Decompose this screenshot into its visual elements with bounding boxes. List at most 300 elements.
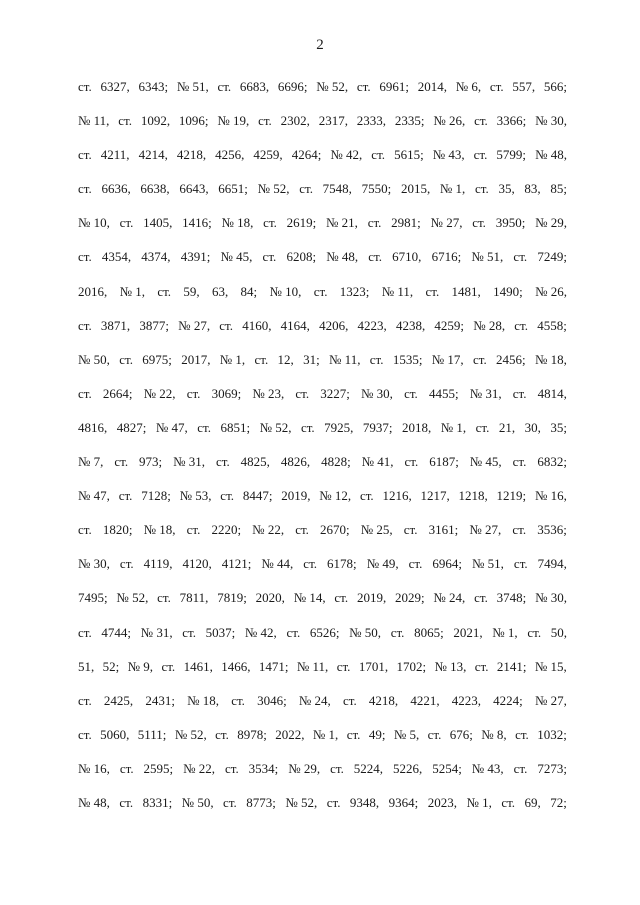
text-token: ст.	[119, 215, 134, 231]
text-line	[78, 620, 567, 654]
text-token: № 25,	[360, 522, 393, 538]
text-token: № 22,	[183, 760, 216, 776]
text-token: 4121;	[221, 556, 252, 572]
text-token: ст.	[475, 419, 490, 435]
text-token: № 9,	[127, 658, 154, 674]
text-token: 4816,	[78, 419, 108, 435]
text-line	[78, 176, 567, 210]
text-token: 6343;	[138, 79, 169, 94]
text-token: ст.	[78, 249, 92, 265]
text-token: ст.	[513, 556, 528, 572]
text-token: № 50,	[349, 624, 382, 640]
text-token: 4826,	[280, 454, 311, 470]
text-token: 7495;	[78, 590, 108, 606]
text-token: № 11,	[78, 113, 110, 129]
text-token: 2431;	[145, 692, 175, 708]
text-token: ст.	[404, 385, 418, 401]
text-token: 5615;	[394, 147, 424, 163]
text-token: ст.	[474, 590, 488, 606]
text-token: 5254;	[432, 760, 462, 776]
text-token: 35,	[498, 181, 515, 197]
text-token: № 21,	[326, 215, 358, 231]
text-token: 4827;	[116, 419, 147, 435]
text-token: 8065;	[414, 624, 444, 640]
text-line	[78, 381, 567, 415]
text-token: № 49,	[366, 556, 399, 572]
text-token: ст.	[367, 215, 382, 231]
text-token: № 52,	[174, 726, 207, 742]
text-line	[78, 108, 567, 142]
text-token: ст.	[390, 624, 405, 640]
text-token: 4558;	[537, 317, 567, 333]
text-token: № 52,	[316, 79, 349, 94]
text-token: 2018,	[402, 419, 432, 435]
text-token: ст.	[223, 794, 237, 810]
text-token: ст.	[286, 624, 301, 640]
text-token: 973;	[139, 454, 163, 470]
text-token: № 16,	[534, 488, 567, 504]
text-token: № 52,	[257, 181, 290, 197]
text-token: ст.	[78, 522, 92, 538]
text-token: 4223,	[357, 317, 387, 333]
text-token: № 27,	[178, 317, 211, 333]
text-token: 4119,	[143, 556, 173, 572]
text-token: № 51,	[472, 556, 504, 572]
text-token: ст.	[295, 522, 309, 538]
text-token: 6832;	[537, 454, 567, 470]
text-token: 8447;	[242, 488, 273, 504]
text-token: 1481,	[451, 283, 481, 299]
text-token: ст.	[334, 590, 349, 606]
text-token: № 13,	[434, 658, 467, 674]
text-token: № 17,	[431, 351, 464, 367]
text-token: ст.	[359, 488, 374, 504]
text-token: 4221,	[410, 692, 440, 708]
text-token: 5224,	[353, 760, 384, 776]
text-token: 1461,	[183, 658, 213, 674]
text-token: 6851;	[220, 419, 251, 435]
text-token: 1535;	[392, 351, 423, 367]
text-token: № 18,	[187, 692, 220, 708]
text-token: 1490;	[493, 283, 523, 299]
text-token: 1466,	[221, 658, 251, 674]
text-token: 6526;	[309, 624, 340, 640]
text-token: № 26,	[535, 283, 567, 299]
text-token: 3227;	[320, 385, 350, 401]
text-token: ст.	[346, 726, 361, 742]
text-line	[78, 654, 567, 688]
text-token: 6964;	[432, 556, 462, 572]
text-token: 6710,	[392, 249, 422, 265]
text-token: № 51,	[471, 249, 504, 265]
text-token: ст.	[403, 522, 418, 538]
text-token: 4218,	[368, 692, 399, 708]
text-token: ст.	[215, 454, 230, 470]
text-token: ст.	[501, 794, 516, 810]
text-token: № 5,	[393, 726, 420, 742]
text-token: ст.	[472, 351, 487, 367]
text-token: 1219;	[496, 488, 527, 504]
text-token: № 48,	[326, 249, 359, 265]
text-token: 49;	[368, 726, 386, 742]
text-token: № 27,	[469, 522, 502, 538]
text-token: 6187;	[429, 454, 459, 470]
page-number: 2	[316, 37, 324, 53]
text-token: № 52,	[116, 590, 149, 606]
text-token: 4391;	[180, 249, 211, 265]
text-token: № 48,	[535, 147, 567, 163]
text-token: 2019,	[356, 590, 387, 606]
text-line	[78, 244, 567, 278]
text-token: ст.	[330, 760, 344, 776]
text-token: 2023,	[427, 794, 457, 810]
text-token: 6975;	[142, 351, 172, 367]
text-line	[78, 313, 567, 347]
text-line	[78, 279, 567, 313]
text-token: ст.	[78, 624, 92, 640]
text-token: 6716;	[431, 249, 462, 265]
text-token: 59,	[183, 283, 200, 299]
text-token: 2141;	[496, 658, 527, 674]
text-token: 5037;	[205, 624, 236, 640]
text-token: ст.	[336, 658, 351, 674]
text-token: № 18,	[143, 522, 176, 538]
text-line	[78, 142, 567, 176]
text-token: ст.	[217, 79, 232, 94]
text-token: 5060,	[100, 726, 130, 742]
text-token: № 30,	[78, 556, 110, 572]
text-token: 1217,	[420, 488, 450, 504]
text-token: № 50,	[78, 351, 110, 367]
text-token: 2425,	[103, 692, 134, 708]
text-token: ст.	[78, 181, 92, 197]
text-token: 3877;	[139, 317, 169, 333]
text-token: 69,	[524, 794, 541, 810]
text-token: 50,	[550, 624, 567, 640]
text-token: № 11,	[381, 283, 414, 299]
text-token: 21,	[498, 419, 516, 435]
text-token: ст.	[157, 283, 172, 299]
text-token: 6636,	[101, 181, 131, 197]
text-token: 1096;	[178, 113, 209, 129]
text-token: ст.	[515, 726, 529, 742]
text-token: ст.	[119, 760, 134, 776]
text-token: 7273;	[537, 760, 567, 776]
text-token: 1701,	[358, 658, 389, 674]
text-token: 3536;	[537, 522, 567, 538]
text-token: ст.	[425, 283, 440, 299]
text-token: № 11,	[296, 658, 329, 674]
text-token: 1416;	[182, 215, 212, 231]
text-token: 2016,	[78, 283, 108, 299]
text-token: ст.	[368, 249, 383, 265]
text-token: 2019,	[281, 488, 311, 504]
text-token: ст.	[404, 454, 419, 470]
text-token: № 43,	[432, 147, 465, 163]
text-token: 6961;	[379, 79, 409, 94]
text-line	[78, 551, 567, 585]
text-token: № 30,	[535, 113, 567, 129]
text-token: ст.	[262, 249, 277, 265]
text-token: ст.	[186, 385, 201, 401]
text-token: 2333,	[356, 113, 387, 129]
text-token: № 1,	[492, 624, 518, 640]
text-token: ст.	[299, 181, 313, 197]
text-token: № 8,	[481, 726, 507, 742]
text-token: 2595;	[143, 760, 174, 776]
text-token: ст.	[78, 692, 92, 708]
text-token: № 29,	[535, 215, 567, 231]
text-token: 7548,	[322, 181, 352, 197]
text-token: № 31,	[469, 385, 502, 401]
text-token: 2021,	[453, 624, 483, 640]
text-token: № 18,	[534, 351, 567, 367]
text-token: ст.	[512, 385, 527, 401]
text-token: № 1,	[466, 794, 492, 810]
text-token: 2317,	[318, 113, 348, 129]
text-token: 7925,	[324, 419, 354, 435]
text-token: ст.	[326, 794, 341, 810]
text-token: ст.	[473, 147, 488, 163]
text-token: № 1,	[219, 351, 246, 367]
text-token: 4825,	[240, 454, 270, 470]
text-token: № 30,	[535, 590, 567, 606]
text-token: ст.	[369, 351, 384, 367]
text-token: 3871,	[100, 317, 131, 333]
text-line	[78, 722, 567, 756]
text-token: 7249;	[537, 249, 567, 265]
text-token: ст.	[258, 113, 272, 129]
text-token: 72;	[550, 794, 567, 810]
text-token: № 10,	[78, 215, 110, 231]
text-token: ст.	[474, 113, 488, 129]
text-token: № 52,	[285, 794, 318, 810]
text-token: 4120,	[182, 556, 212, 572]
text-token: 1032;	[537, 726, 567, 742]
text-line	[78, 585, 567, 619]
text-token: 1405,	[143, 215, 173, 231]
text-token: № 27,	[534, 692, 567, 708]
text-token: № 12,	[319, 488, 352, 504]
text-token: 6683,	[239, 79, 270, 94]
text-token: № 45,	[469, 454, 502, 470]
text-token: ст.	[475, 181, 489, 197]
text-token: 2664;	[102, 385, 133, 401]
text-token: 4259;	[434, 317, 464, 333]
text-token: 2335;	[394, 113, 425, 129]
text-token: ст.	[78, 79, 92, 94]
text-token: № 43,	[471, 760, 504, 776]
text-token: ст.	[263, 215, 277, 231]
text-token: 84;	[240, 283, 258, 299]
text-token: 63,	[211, 283, 229, 299]
text-token: ст.	[215, 726, 229, 742]
text-token: 2029;	[394, 590, 425, 606]
text-token: 4744;	[101, 624, 132, 640]
text-token: № 10,	[269, 283, 302, 299]
text-token: ст.	[119, 794, 134, 810]
text-token: № 7,	[78, 454, 104, 470]
text-token: 4238,	[395, 317, 426, 333]
text-token: 2456;	[496, 351, 526, 367]
text-token: 2220;	[211, 522, 242, 538]
text-token: ст.	[231, 692, 245, 708]
text-token: ст.	[513, 249, 528, 265]
text-token: ст.	[161, 658, 176, 674]
text-token: 3161;	[428, 522, 459, 538]
text-token: 4214,	[138, 147, 168, 163]
text-token: ст.	[512, 454, 527, 470]
text-token: 35;	[550, 419, 567, 435]
text-token: № 26,	[433, 113, 466, 129]
text-token: 83,	[524, 181, 541, 197]
text-token: 2981;	[391, 215, 421, 231]
text-token: № 22,	[252, 522, 285, 538]
text-token: № 45,	[220, 249, 253, 265]
text-token: ст.	[78, 385, 92, 401]
text-token: № 47,	[155, 419, 188, 435]
text-token: № 50,	[181, 794, 214, 810]
text-token: № 47,	[78, 488, 110, 504]
text-token: 51,	[78, 658, 95, 674]
text-token: 4206,	[319, 317, 349, 333]
text-token: № 15,	[534, 658, 567, 674]
text-token: 4814,	[537, 385, 567, 401]
text-token: № 31,	[140, 624, 173, 640]
text-token: 1702;	[396, 658, 427, 674]
text-token: 4256,	[215, 147, 245, 163]
text-token: № 19,	[217, 113, 250, 129]
text-token: ст.	[514, 317, 529, 333]
text-token: 5799;	[496, 147, 527, 163]
text-token: 4224;	[493, 692, 523, 708]
text-line	[78, 449, 567, 483]
text-token: № 23,	[252, 385, 285, 401]
text-token: 7819;	[217, 590, 247, 606]
text-line	[78, 517, 567, 551]
text-line	[78, 415, 567, 449]
text-token: ст.	[427, 726, 442, 742]
text-token: № 18,	[221, 215, 254, 231]
text-token: ст.	[474, 658, 489, 674]
text-token: 4259,	[253, 147, 283, 163]
text-token: ст.	[114, 454, 129, 470]
text-token: № 11,	[329, 351, 361, 367]
text-token: 1218,	[458, 488, 488, 504]
text-token: № 53,	[179, 488, 212, 504]
text-token: 8331;	[142, 794, 173, 810]
text-token: № 30,	[361, 385, 393, 401]
text-token: ст.	[295, 385, 310, 401]
text-token: 7128;	[141, 488, 171, 504]
text-token: ст.	[219, 317, 233, 333]
text-token: ст.	[254, 351, 269, 367]
text-token: 12,	[277, 351, 294, 367]
text-token: № 1,	[312, 726, 339, 742]
text-token: ст.	[303, 556, 318, 572]
text-token: ст.	[78, 147, 92, 163]
text-token: 4374,	[141, 249, 171, 265]
text-token: 4264;	[291, 147, 322, 163]
text-token: № 1,	[439, 181, 466, 197]
text-token: ст.	[472, 215, 486, 231]
text-token: 6643,	[179, 181, 209, 197]
text-token: № 6,	[455, 79, 482, 94]
text-token: 6178;	[327, 556, 357, 572]
text-token: ст.	[300, 419, 315, 435]
text-token: 676;	[449, 726, 473, 742]
text-token: 6696;	[277, 79, 308, 94]
text-token: № 48,	[78, 794, 110, 810]
text-token: № 44,	[261, 556, 294, 572]
text-token: 31;	[303, 351, 320, 367]
text-token: ст.	[220, 488, 235, 504]
text-line	[78, 347, 567, 381]
text-token: № 42,	[330, 147, 363, 163]
text-token: ст.	[513, 760, 528, 776]
text-token: ст.	[118, 113, 132, 129]
text-token: № 1,	[440, 419, 467, 435]
text-token: № 28,	[473, 317, 506, 333]
text-token: 85;	[550, 181, 567, 197]
text-token: 2302,	[280, 113, 310, 129]
text-token: 6651;	[218, 181, 248, 197]
text-token: 6327,	[100, 79, 130, 94]
text-token: № 24,	[298, 692, 331, 708]
text-token: ст.	[371, 147, 386, 163]
text-token: 4828;	[321, 454, 351, 470]
text-token: ст.	[313, 283, 328, 299]
text-token: 1216,	[382, 488, 412, 504]
text-token: 4164,	[280, 317, 310, 333]
text-token: № 29,	[288, 760, 321, 776]
text-token: ст.	[78, 726, 92, 742]
text-token: 3069;	[211, 385, 242, 401]
document-body	[78, 74, 567, 824]
text-token: 3534;	[248, 760, 279, 776]
text-token: 2619;	[286, 215, 317, 231]
text-token: ст.	[197, 419, 211, 435]
text-token: № 27,	[430, 215, 463, 231]
text-token: 6208;	[286, 249, 317, 265]
text-token: 5226,	[393, 760, 423, 776]
text-token: ст.	[78, 317, 92, 333]
text-token: 6638,	[140, 181, 170, 197]
text-token: 4218,	[176, 147, 207, 163]
text-line	[78, 756, 567, 790]
text-token: 30,	[524, 419, 541, 435]
text-token: 1820;	[102, 522, 133, 538]
text-token: ст.	[512, 522, 527, 538]
text-token: 8978;	[237, 726, 267, 742]
text-line	[78, 210, 567, 244]
text-token: ст.	[182, 624, 196, 640]
text-token: № 41,	[361, 454, 394, 470]
text-token: ст.	[527, 624, 542, 640]
text-token: 2670;	[320, 522, 350, 538]
text-token: 4211,	[100, 147, 130, 163]
text-line	[78, 688, 567, 722]
text-token: ст.	[119, 351, 133, 367]
text-token: ст.	[342, 692, 357, 708]
text-token: 7811,	[179, 590, 209, 606]
text-token: ст.	[408, 556, 423, 572]
text-token: 4160,	[242, 317, 272, 333]
text-token: № 22,	[143, 385, 176, 401]
text-token: 7494,	[537, 556, 567, 572]
text-token: 1471;	[258, 658, 289, 674]
text-token: № 42,	[244, 624, 277, 640]
